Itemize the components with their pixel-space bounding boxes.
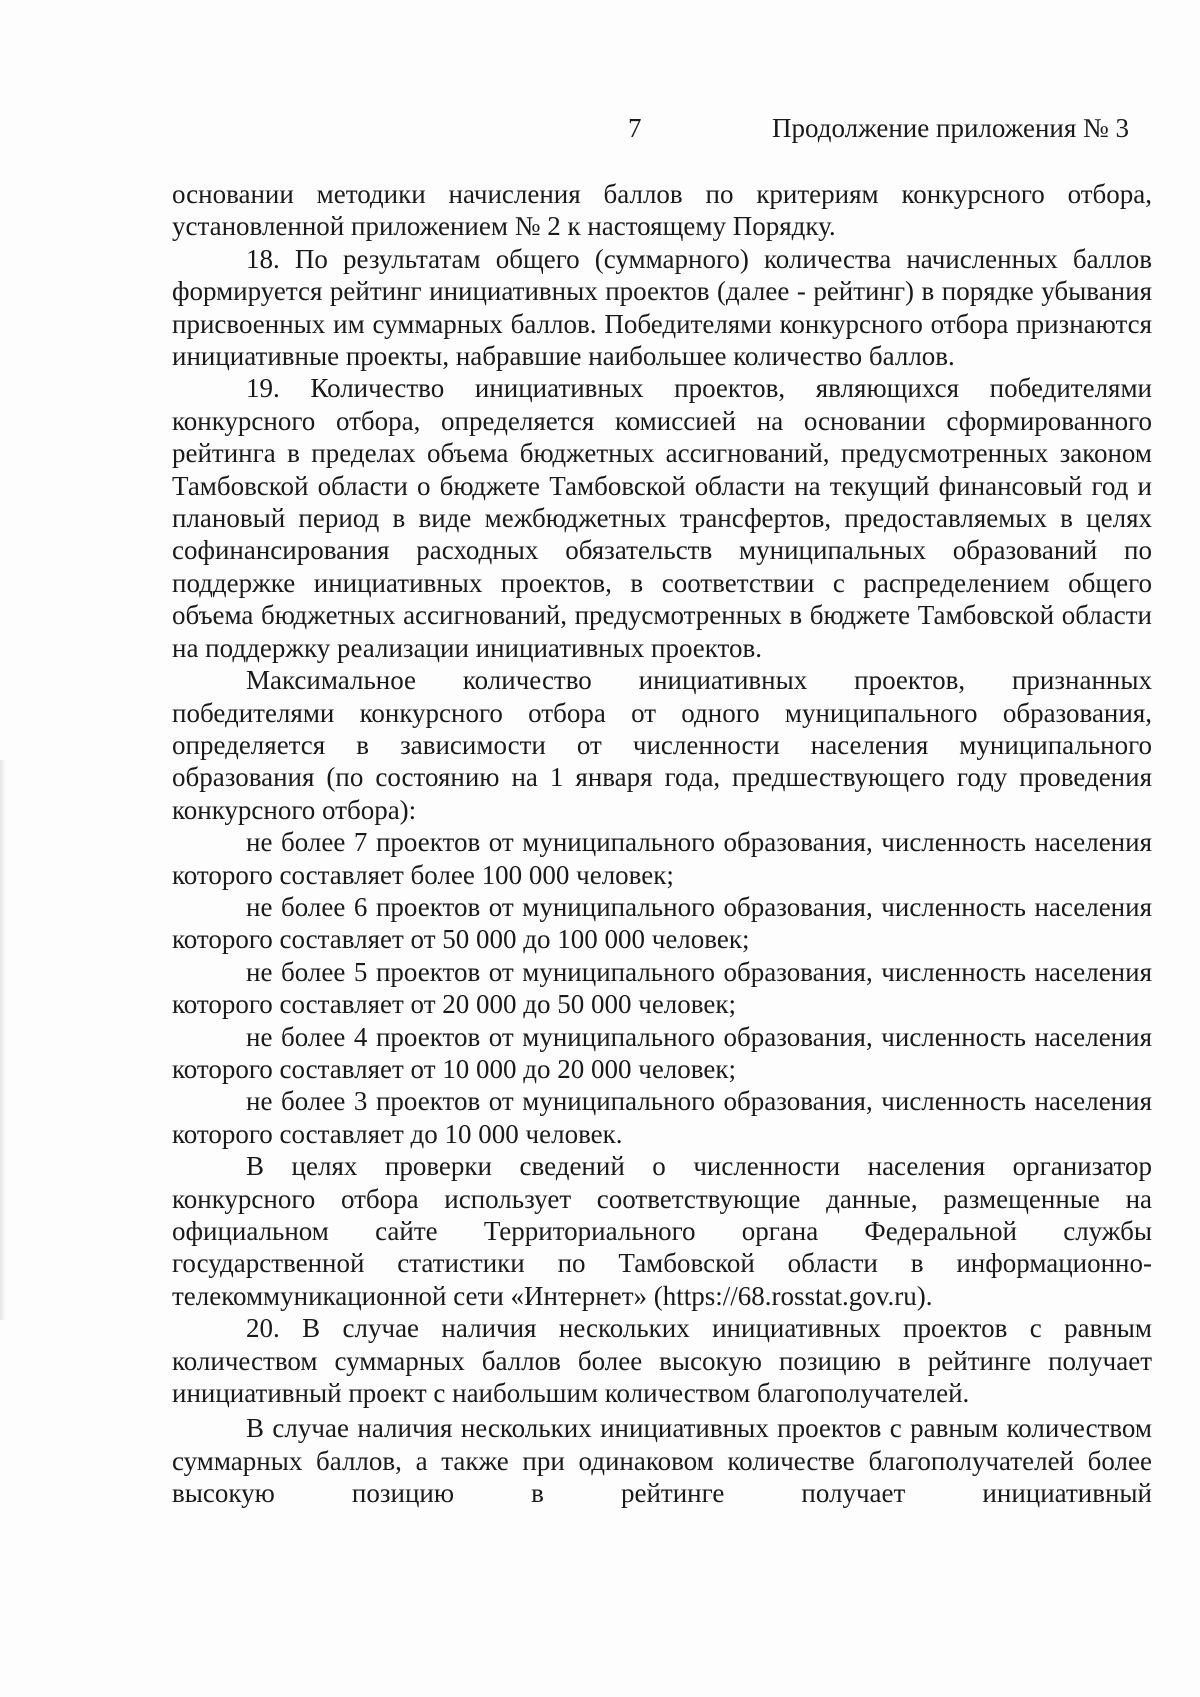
paragraph-18: 18. По результатам общего (суммарного) количества начисленных баллов формируется рейтинг инициативных проектов (далее - рейтинг) в порядке убывания присвоенных им суммарных баллов. Победителями конкурсного отбора признаются инициативные проекты, набравшие наибольшее количество баллов. bbox=[172, 243, 1152, 372]
paragraph-max-projects: Максимальное количество инициативных проектов, признанных победителями конкурсного отбора от одного муниципального образования, определяется в зависимости от численности населения муниципального образования (по состоянию на 1 января года, предшествующего году проведения конкурсного отбора): bbox=[172, 665, 1152, 825]
list-item-limit-4: не более 4 проектов от муниципального образования, численность населения которого составляет от 10 000 до 20 000 человек; bbox=[172, 1021, 1152, 1084]
document-body bbox=[172, 178, 1152, 1510]
scan-shadow bbox=[0, 760, 6, 1320]
list-item-limit-3: не более 3 проектов от муниципального образования, численность населения которого составляет до 10 000 человек. bbox=[172, 1086, 1152, 1149]
paragraph-19: 19. Количество инициативных проектов, являющихся победителями конкурсного отбора, определяется комиссией на основании сформированного рейтинга в пределах объема бюджетных ассигнований, предусмотренных законом Тамбовской области о бюджете Тамбовской области на текущий финансовый год и плановый период в виде межбюджетных трансфертов, предоставляемых в целях софинансирования расходных обязательств муниципальных образований по поддержке инициативных проектов, в соответствии с распределением общего объема бюджетных ассигнований, предусмотренных в бюджете Тамбовской области на поддержку реализации инициативных проектов. bbox=[172, 373, 1152, 663]
list-item-limit-6: не более 6 проектов от муниципального образования, численность населения которого составляет от 50 000 до 100 000 человек; bbox=[172, 891, 1152, 955]
paragraph-20: 20. В случае наличия нескольких инициативных проектов с равным количеством суммарных баллов более высокую позицию в рейтинге получает инициативный проект с наибольшим количеством благополучателей. bbox=[172, 1313, 1152, 1409]
list-item-limit-5: не более 5 проектов от муниципального образования, численность населения которого составляет от 20 000 до 50 000 человек; bbox=[172, 956, 1152, 1020]
paragraph-continued: основании методики начисления баллов по критериям конкурсного отбора, установленной приложением № 2 к настоящему Порядку. bbox=[172, 179, 1152, 242]
list-item-limit-7: не более 7 проектов от муниципального образования, численность населения которого составляет более 100 000 человек; bbox=[172, 827, 1152, 890]
paragraph-population-check: В целях проверки сведений о численности населения организатор конкурсного отбора использует соответствующие данные, размещенные на официальном сайте Территориального органа Федеральной службы государственной статистики по Тамбовской области в информационно-телекоммуникационной сети «Интернет» (https://68.rosstat.gov.ru). bbox=[172, 1151, 1152, 1311]
page-number: 7 bbox=[628, 113, 642, 143]
appendix-continuation-header: Продолжение приложения № 3 bbox=[772, 113, 1130, 143]
paragraph-tie-break: В случае наличия нескольких инициативных проектов с равным количеством суммарных баллов, а также при одинаковом количестве благополучателей более высокую позицию в рейтинге получает инициативный bbox=[172, 1413, 1152, 1509]
